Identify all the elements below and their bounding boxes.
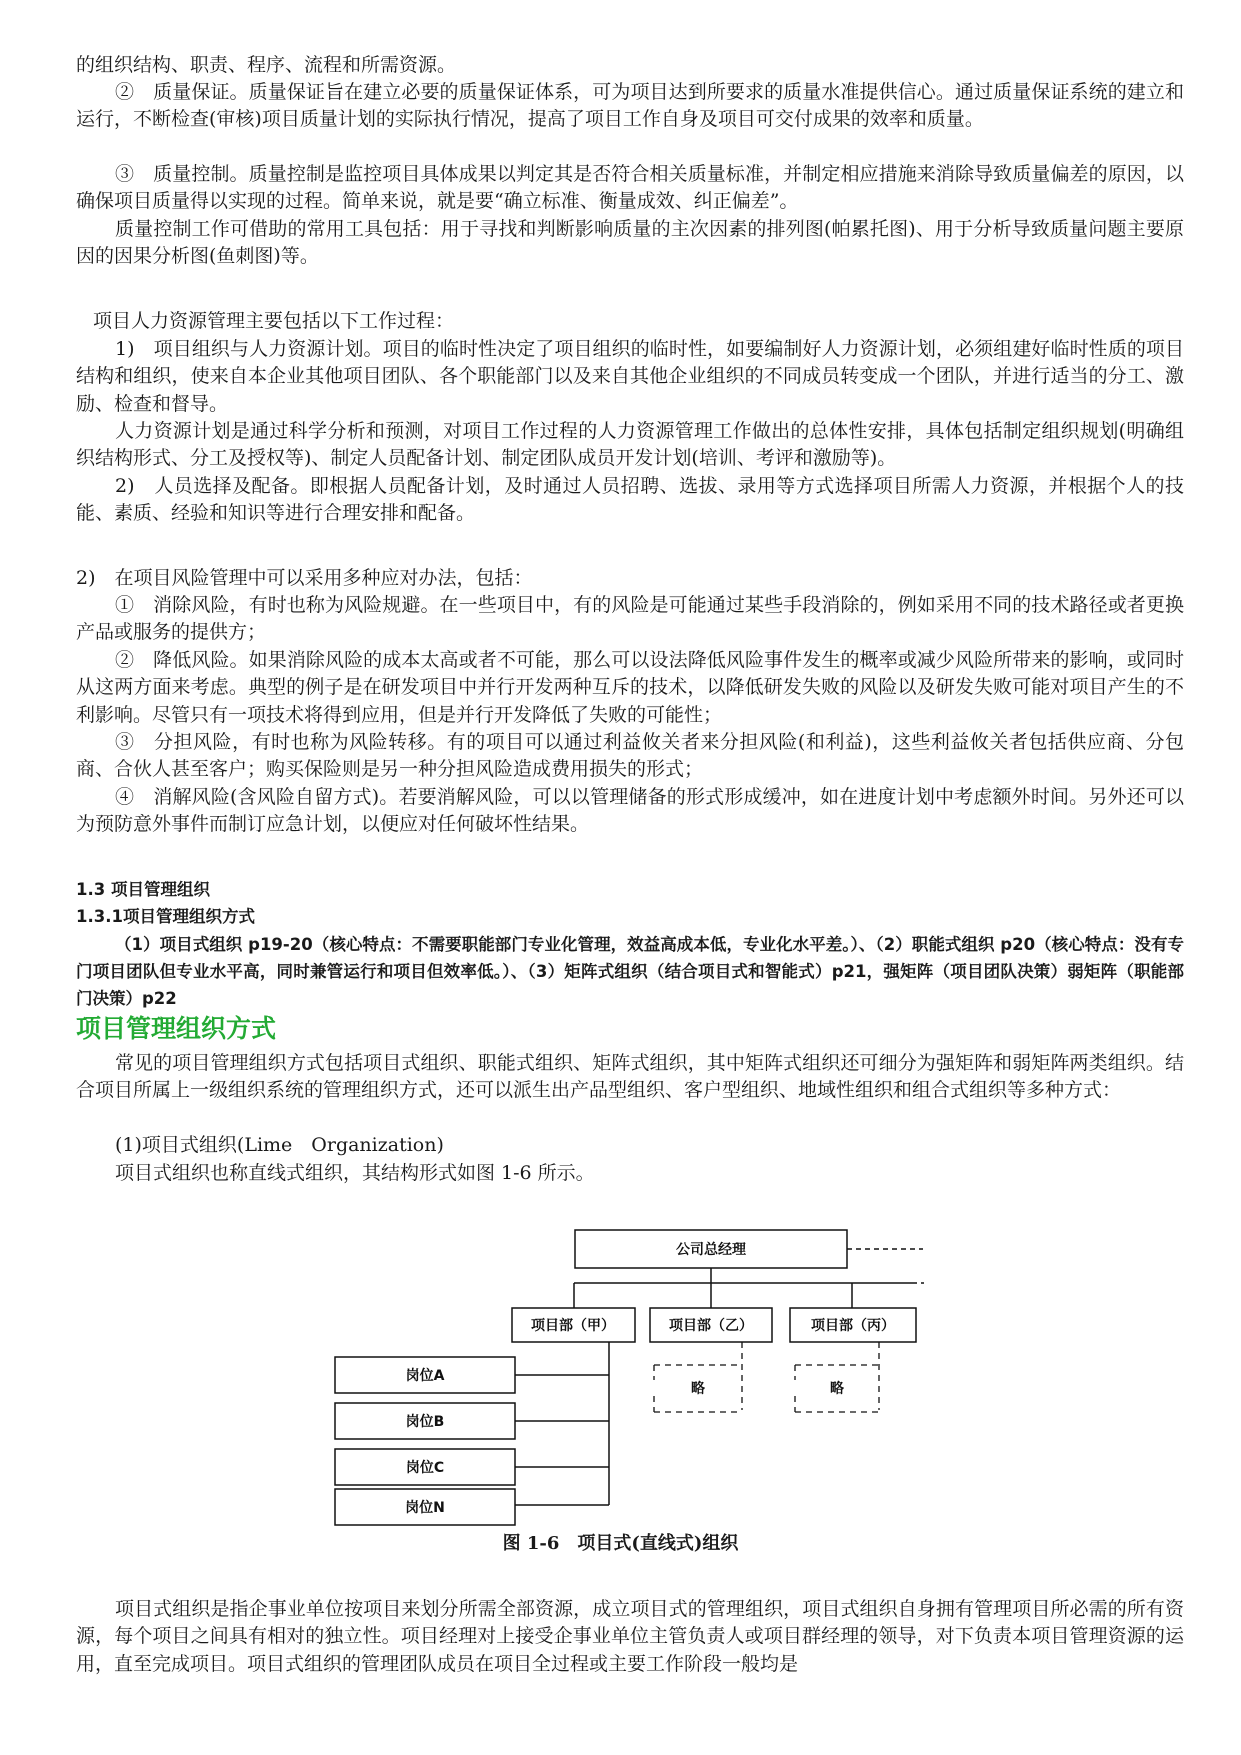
paragraph-org-types: 常见的项目管理组织方式包括项目式组织、职能式组织、矩阵式组织，其中矩阵式组织还可细分为强矩阵和弱矩阵两类组织。结合项目所属上一级组织系统的管理组织方式，还可以派生出产品型组织、客户型组织、地域性组织和组合式组织等多种方式：: [76, 1052, 1184, 1102]
green-title: 项目管理组织方式: [76, 1014, 277, 1043]
paragraph-risk-transfer: ③ 分担风险，有时也称为风险转移。有的项目可以通过利益攸关者来分担风险(和利益)，这些利益攸关者包括供应商、分包商、合伙人甚至客户；购买保险则是另一种分担风险造成费用损失的形式；: [76, 731, 1184, 781]
bold-summary: （1）项目式组织 p19-20（核心特点：不需要职能部门专业化管理，效益高成本低，专业化水平差。）、（2）职能式组织 p20（核心特点：没有专门项目团队但专业水平高，同时兼管运行和项目但效率低。）、（3）矩阵式组织（结合项目式和智能式）p21，强矩阵（项目团队决策）弱矩阵（职能部门决策）p22: [76, 935, 1184, 1008]
paragraph-figure-ref: 项目式组织也称直线式组织，其结构形式如图 1-6 所示。: [115, 1162, 595, 1184]
chart-omitted-c: 略: [830, 1381, 844, 1397]
chart-dept-a-label: 项目部（甲）: [531, 1318, 615, 1334]
paragraph-hr-plan-detail: 人力资源计划是通过科学分析和预测，对项目工作过程的人力资源管理工作做出的总体性安排，具体包括制定组织规划(明确组织结构形式、分工及授权等)、制定人员配备计划、制定团队成员开发计划(培训、考评和激励等)。: [76, 420, 1184, 470]
subsection-heading: 1.3.1项目管理组织方式: [76, 907, 255, 926]
paragraph: 的组织结构、职责、程序、流程和所需资源。: [76, 54, 457, 76]
chart-post-n: 岗位N: [405, 1500, 445, 1516]
paragraph-risk-reduce: ② 降低风险。如果消除风险的成本太高或者不可能，那么可以设法降低风险事件发生的概率或减少风险所带来的影响，或同时从这两方面来考虑。典型的例子是在研发项目中并行开发两种互斥的技术，以降低研发失败的风险以及研发失败可能对项目产生的不利影响。尽管只有一项技术将得到应用，但是并行开发降低了失败的可能性；: [76, 649, 1184, 726]
chart-omitted-b: 略: [691, 1381, 705, 1397]
chart-post-b: 岗位B: [405, 1414, 445, 1430]
paragraph-projectized-description: 项目式组织是指企事业单位按项目来划分所需全部资源，成立项目式的管理组织，项目式组织自身拥有管理项目所必需的所有资源，每个项目之间具有相对的独立性。项目经理对上接受企事业单位主管负责人或项目群经理的领导，对下负责本项目管理资源的运用，直至完成项目。项目式组织的管理团队成员在项目全过程或主要工作阶段一般均是: [76, 1598, 1184, 1675]
chart-post-c: 岗位C: [405, 1460, 445, 1476]
paragraph-staffing: 2) 人员选择及配备。即根据人员配备计划，及时通过人员招聘、选拔、录用等方式选择项目所需人力资源，并根据个人的技能、素质、经验和知识等进行合理安排和配备。: [76, 475, 1184, 525]
paragraph-risk-intro: 2) 在项目风险管理中可以采用多种应对办法，包括：: [76, 567, 533, 589]
paragraph-projectized-heading: (1)项目式组织(Lime Organization): [115, 1134, 444, 1156]
paragraph-quality-control: ③ 质量控制。质量控制是监控项目具体成果以判定其是否符合相关质量标准，并制定相应措施来消除导致质量偏差的原因，以确保项目质量得以实现的过程。简单来说，就是要“确立标准、衡量成效、纠正偏差”。: [76, 163, 1184, 213]
chart-post-a: 岗位A: [405, 1368, 445, 1384]
section-heading: 1.3 项目管理组织: [76, 880, 210, 899]
paragraph-risk-avoid: ① 消除风险，有时也称为风险规避。在一些项目中，有的风险是可能通过某些手段消除的，例如采用不同的技术路径或者更换产品或服务的提供方；: [76, 594, 1184, 644]
chart-dept-c-label: 项目部（丙）: [811, 1318, 895, 1334]
paragraph-hr-plan: 1) 项目组织与人力资源计划。项目的临时性决定了项目组织的临时性，如要编制好人力资源计划，必须组建好临时性质的项目结构和组织，使来自本企业其他项目团队、各个职能部门以及来自其他企业组织的不同成员转变成一个团队，并进行适当的分工、激励、检查和督导。: [76, 338, 1184, 415]
paragraph-quality-tools: 质量控制工作可借助的常用工具包括：用于寻找和判断影响质量的主次因素的排列图(帕累托图)、用于分析导致质量问题主要原因的因果分析图(鱼刺图)等。: [76, 218, 1184, 268]
chart-dept-b-label: 项目部（乙）: [669, 1318, 753, 1334]
paragraph-risk-accept: ④ 消解风险(含风险自留方式)。若要消解风险，可以以管理储备的形式形成缓冲，如在进度计划中考虑额外时间。另外还可以为预防意外事件而制订应急计划，以便应对任何破坏性结果。: [76, 786, 1184, 836]
paragraph-hr-intro: 项目人力资源管理主要包括以下工作过程：: [93, 310, 455, 332]
paragraph-quality-assurance: ② 质量保证。质量保证旨在建立必要的质量保证体系，可为项目达到所要求的质量水准提供信心。通过质量保证系统的建立和运行，不断检查(审核)项目质量计划的实际执行情况，提高了项目工作自身及项目可交付成果的效率和质量。: [76, 81, 1184, 131]
figure-caption: 图 1-6 项目式(直线式)组织: [502, 1533, 739, 1554]
chart-top-label: 公司总经理: [676, 1242, 746, 1258]
